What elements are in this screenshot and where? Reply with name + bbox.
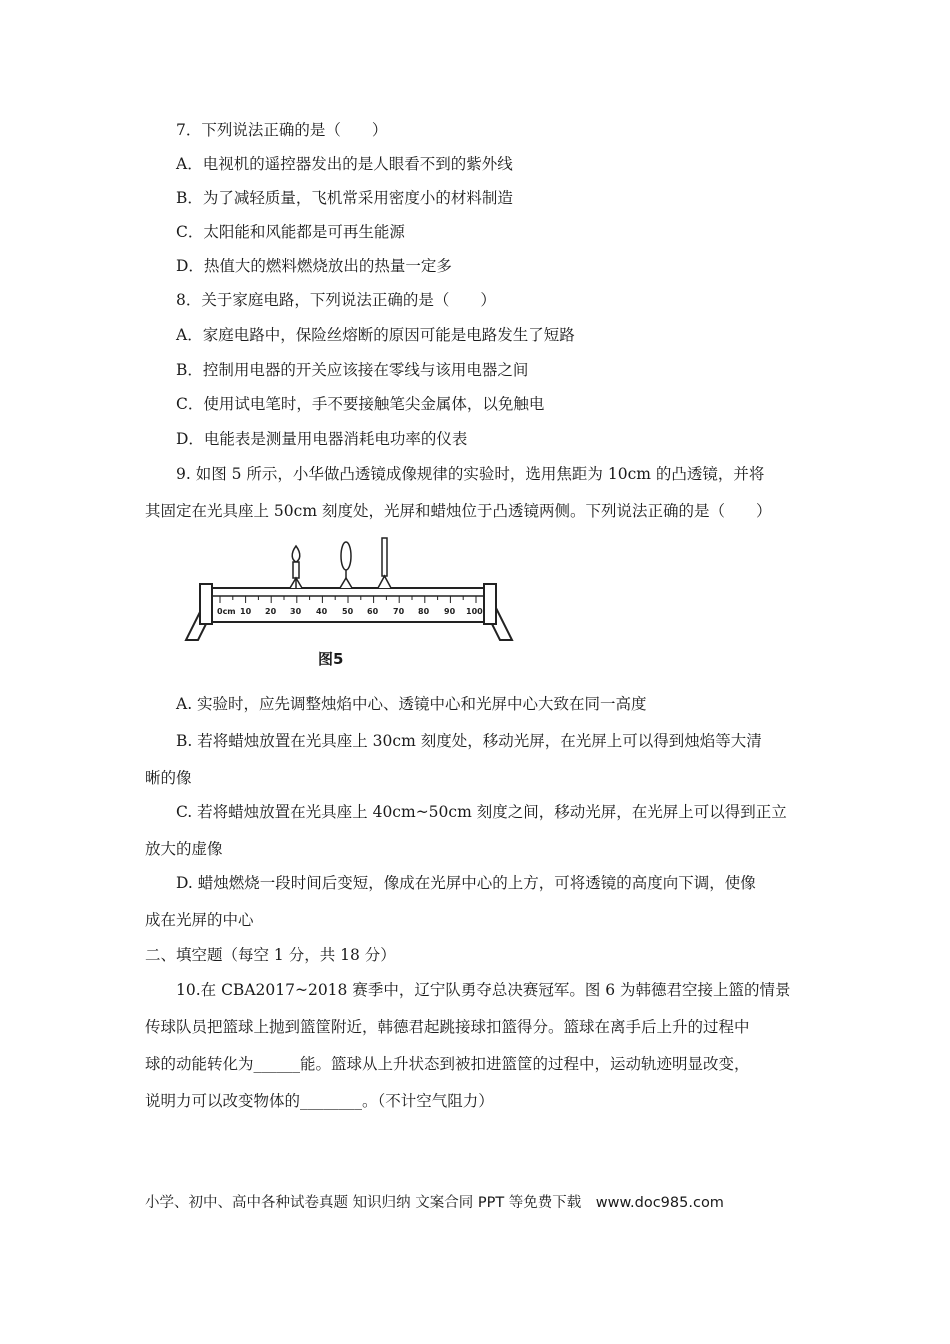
- question-9-option-d-line-2: 成在光屏的中心: [145, 911, 254, 929]
- question-9-option-b-line-1: B. 若将蜡烛放置在光具座上 30cm 刻度处，移动光屏，在光屏上可以得到烛焰等大清: [176, 732, 762, 750]
- ruler-label-60: 60: [367, 607, 379, 616]
- question-8-option-a: A．家庭电路中，保险丝熔断的原因可能是电路发生了短路: [176, 326, 575, 344]
- question-10-line-2: 传球队员把篮球上抛到篮筐附近，韩德君起跳接球扣篮得分。篮球在离手后上升的过程中: [145, 1018, 750, 1036]
- bench-rail: [212, 588, 484, 622]
- section-heading-fill-in: 二、填空题（每空 1 分，共 18 分）: [145, 946, 396, 964]
- question-7-option-d: D．热值大的燃料燃烧放出的热量一定多: [176, 257, 452, 275]
- ruler-label-80: 80: [418, 607, 430, 616]
- question-10-line-4: 说明力可以改变物体的________。（不计空气阻力）: [145, 1092, 494, 1110]
- question-9-stem-line-2: 其固定在光具座上 50cm 刻度处，光屏和蜡烛位于凸透镜两侧。下列说法正确的是（ ）: [145, 502, 772, 520]
- ruler-label-50: 50: [342, 607, 354, 616]
- light-screen: [378, 538, 391, 588]
- question-8-option-d: D．电能表是测量用电器消耗电功率的仪表: [176, 430, 468, 448]
- convex-lens: [340, 542, 352, 588]
- question-10-line-3: 球的动能转化为______能。篮球从上升状态到被扣进篮筐的过程中，运动轨迹明显改变，: [145, 1055, 750, 1073]
- question-9-option-b-line-2: 晰的像: [145, 769, 192, 787]
- question-9-option-c-line-1: C. 若将蜡烛放置在光具座上 40cm~50cm 刻度之间，移动光屏，在光屏上可以得到正立: [176, 803, 787, 821]
- ruler-label-10: 10: [240, 607, 252, 616]
- optical-bench-figure: [184, 536, 514, 676]
- question-7-stem: 7．下列说法正确的是（ ）: [176, 121, 388, 139]
- question-9-option-a: A. 实验时，应先调整烛焰中心、透镜中心和光屏中心大致在同一高度: [176, 695, 647, 713]
- question-8-option-c: C．使用试电笔时，手不要接触笔尖金属体，以免触电: [176, 395, 545, 413]
- optical-bench-diagram: [184, 536, 514, 646]
- question-10-line-1: 10.在 CBA2017~2018 赛季中，辽宁队勇夺总决赛冠军。图 6 为韩德君空接上篮的情景: [176, 981, 791, 999]
- bench-right-post: [484, 584, 496, 624]
- ruler-label-40: 40: [316, 607, 328, 616]
- page-footer: 小学、初中、高中各种试卷真题 知识归纳 文案合同 PPT 等免费下载 www.doc985.com: [145, 1195, 724, 1211]
- ruler-label-30: 30: [290, 607, 302, 616]
- question-9-option-d-line-1: D. 蜡烛燃烧一段时间后变短，像成在光屏中心的上方，可将透镜的高度向下调，使像: [176, 874, 756, 892]
- ruler-label-100: 100: [466, 607, 483, 616]
- question-8-stem: 8．关于家庭电路，下列说法正确的是（ ）: [176, 291, 496, 309]
- question-9-option-c-line-2: 放大的虚像: [145, 840, 223, 858]
- ruler-label-90: 90: [444, 607, 456, 616]
- figure-caption: 图5: [318, 650, 344, 668]
- question-8-option-b: B．控制用电器的开关应该接在零线与该用电器之间: [176, 361, 529, 379]
- ruler-label-70: 70: [393, 607, 405, 616]
- question-7-option-b: B．为了减轻质量，飞机常采用密度小的材料制造: [176, 189, 513, 207]
- candle: [290, 546, 302, 588]
- question-9-stem-line-1: 9. 如图 5 所示，小华做凸透镜成像规律的实验时，选用焦距为 10cm 的凸透镜，并将: [176, 465, 765, 483]
- bench-left-post: [200, 584, 212, 624]
- question-7-option-a: A．电视机的遥控器发出的是人眼看不到的紫外线: [176, 155, 513, 173]
- ruler-label-20: 20: [265, 607, 277, 616]
- ruler-label-0: 0cm: [217, 607, 236, 616]
- question-7-option-c: C．太阳能和风能都是可再生能源: [176, 223, 405, 241]
